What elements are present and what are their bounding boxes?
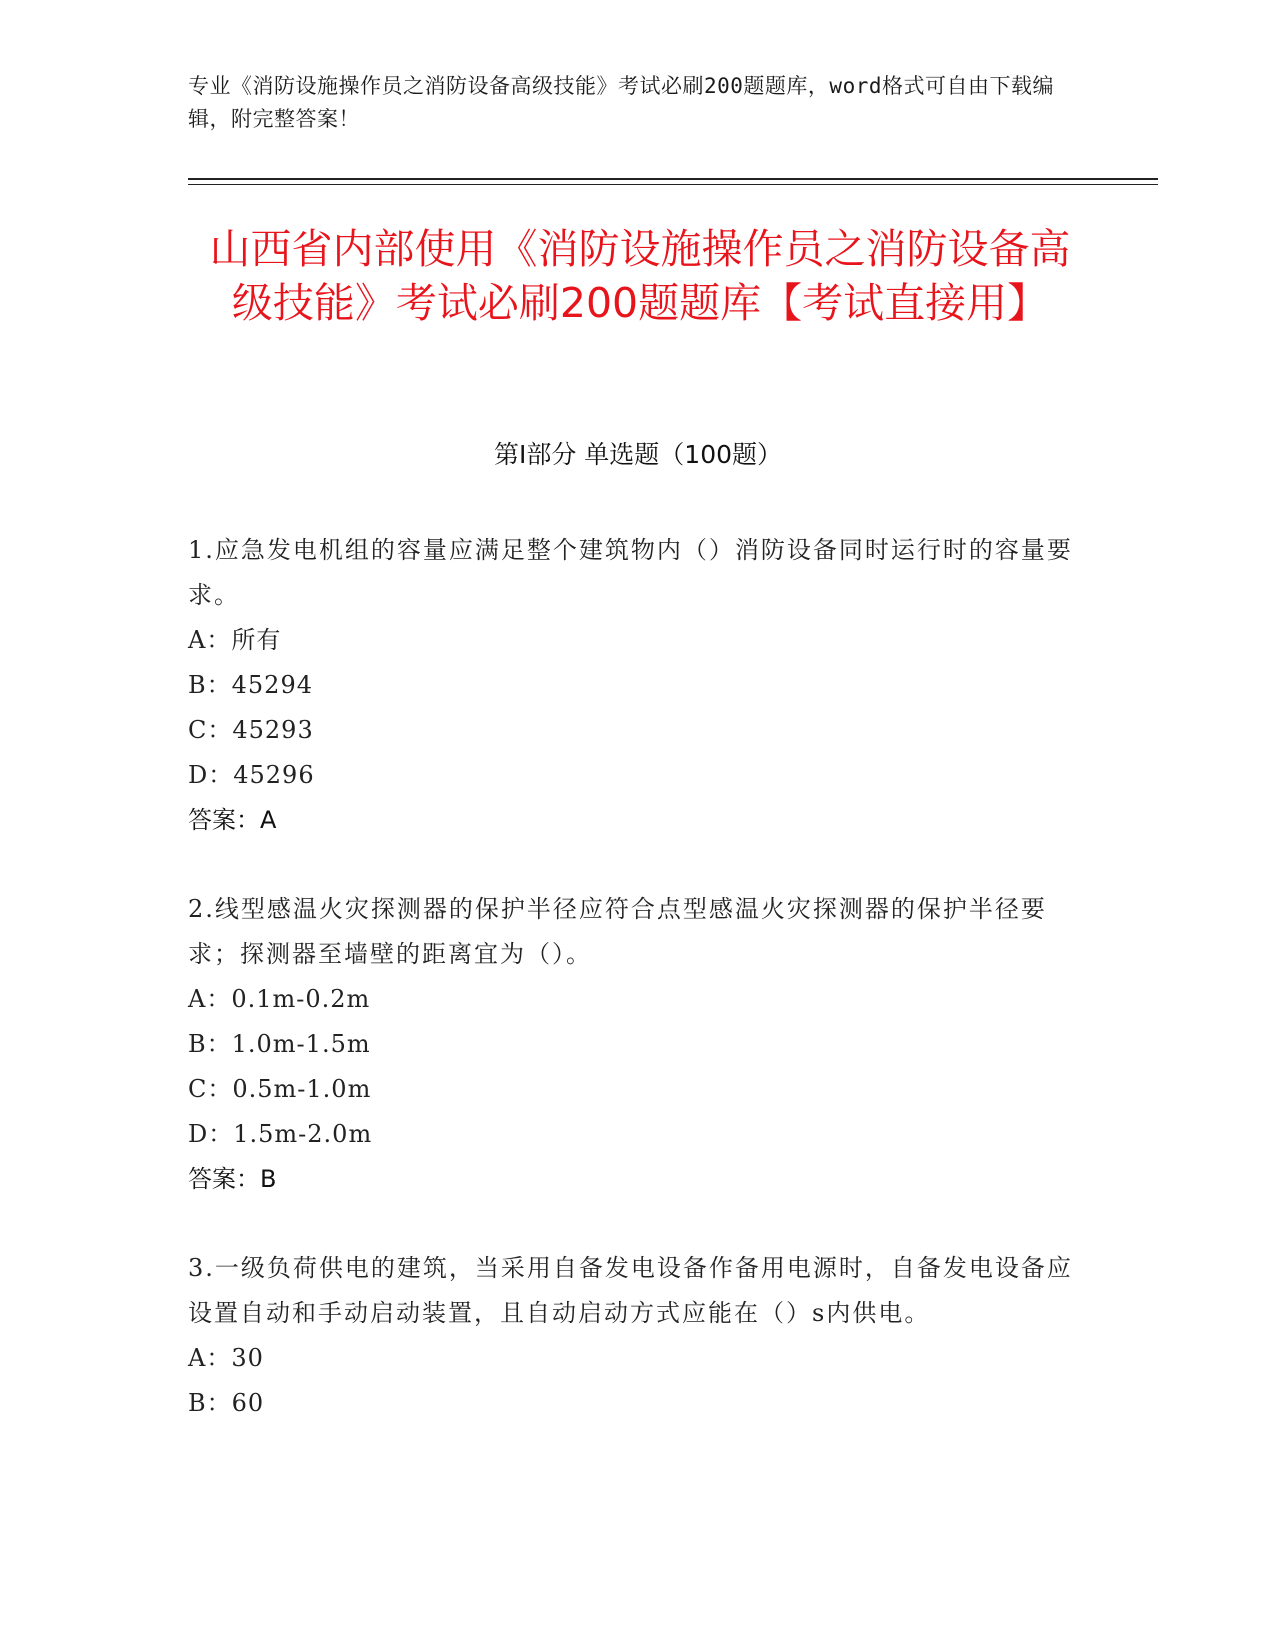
section-title: 第I部分 单选题（100题） (493, 440, 783, 469)
option-c: C：45293 (188, 716, 314, 744)
question-item (188, 1246, 1088, 1426)
option-b: B：60 (188, 1389, 265, 1417)
question-item (188, 528, 1088, 843)
option-c: C：0.5m-1.0m (188, 1075, 372, 1103)
header-divider-thick (188, 178, 1158, 180)
option-b: B：1.0m-1.5m (188, 1030, 371, 1058)
question-stem: 2.线型感温火灾探测器的保护半径应符合点型感温火灾探测器的保护半径要求；探测器至墙壁的距离宜为（）。 (188, 895, 1047, 968)
option-a: A：0.1m-0.2m (188, 985, 371, 1013)
option-a: A：30 (188, 1344, 264, 1372)
option-a: A：所有 (188, 626, 282, 654)
question-item (188, 887, 1088, 1202)
answer-line: 答案：B (188, 1165, 277, 1193)
question-stem: 1.应急发电机组的容量应满足整个建筑物内（）消防设备同时运行时的容量要求。 (188, 536, 1073, 609)
header-note: 专业《消防设施操作员之消防设备高级技能》考试必刷200题题库，word格式可自由下载编辑，附完整答案！ (188, 74, 1054, 131)
header-divider-thin (188, 184, 1158, 185)
option-d: D：1.5m-2.0m (188, 1120, 373, 1148)
question-list (188, 528, 1088, 1470)
option-d: D：45296 (188, 761, 315, 789)
question-stem: 3.一级负荷供电的建筑，当采用自备发电设备作备用电源时，自备发电设备应设置自动和手动启动装置，且自动启动方式应能在（）s内供电。 (188, 1254, 1073, 1327)
answer-line: 答案：A (188, 806, 277, 834)
document-title: 山西省内部使用《消防设施操作员之消防设备高级技能》考试必刷200题题库【考试直接用】 (209, 225, 1071, 327)
option-b: B：45294 (188, 671, 313, 699)
